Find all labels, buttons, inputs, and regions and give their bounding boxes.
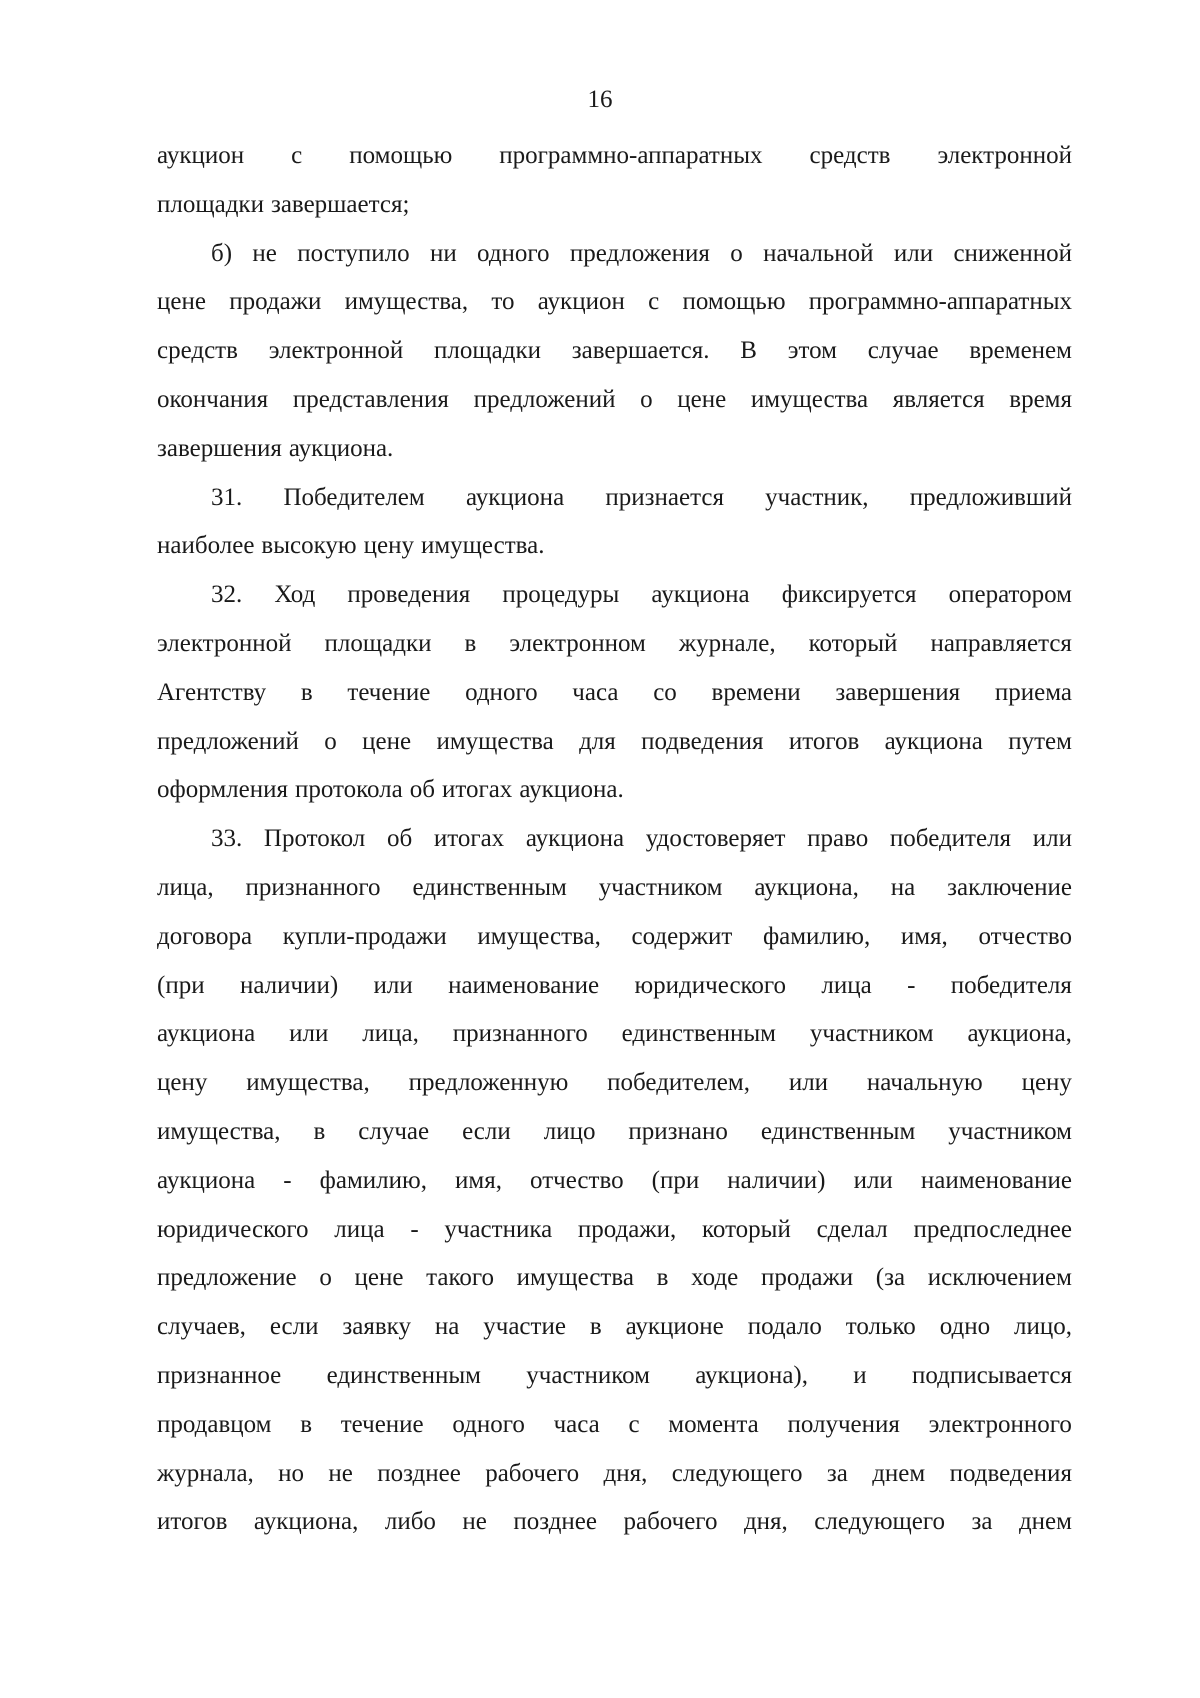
word: единственным	[326, 1361, 481, 1389]
word: участником	[598, 873, 723, 901]
word: имя,	[900, 922, 948, 950]
text-line	[157, 1409, 1072, 1458]
word: предложивший	[909, 483, 1072, 511]
word: подало	[747, 1313, 822, 1341]
word: в	[313, 1117, 326, 1145]
word: б)	[211, 239, 233, 267]
word: программно-аппаратных	[808, 288, 1072, 316]
word: рабочего	[485, 1459, 580, 1487]
word: средств	[809, 142, 891, 169]
word: поступило	[297, 239, 410, 267]
word: в	[300, 678, 313, 706]
word: участника	[444, 1215, 553, 1243]
word: предпоследнее	[913, 1215, 1072, 1243]
word: купли-продажи	[282, 922, 447, 950]
word: ни	[429, 239, 457, 267]
word: итогах	[441, 776, 513, 804]
word: временем	[969, 337, 1072, 365]
word: днем	[872, 1459, 926, 1487]
text-line	[157, 433, 1072, 482]
word: цену	[1021, 1069, 1072, 1097]
word: продажи,	[577, 1215, 677, 1243]
word: отчество	[530, 1166, 624, 1194]
word: площадки	[324, 629, 432, 657]
word: время	[1009, 385, 1072, 413]
word: лица	[334, 1215, 385, 1243]
word: аукциона,	[967, 1020, 1072, 1048]
word: предложенную	[408, 1069, 569, 1097]
word: признанного	[245, 873, 381, 901]
word: окончания	[157, 385, 269, 413]
word: направляется	[930, 629, 1072, 657]
text-line	[157, 286, 1072, 335]
text-line	[157, 921, 1072, 970]
word: аукциона	[157, 1166, 256, 1194]
text-line	[157, 482, 1072, 531]
word: с	[648, 288, 660, 316]
word: не	[328, 1459, 353, 1487]
word: часа	[553, 1410, 600, 1438]
word: имущества.	[420, 532, 545, 560]
word: цене	[354, 1264, 404, 1292]
word: аукциона	[651, 581, 750, 609]
word: об	[409, 776, 435, 804]
word: позднее	[377, 1459, 461, 1487]
word: электронном	[509, 629, 646, 657]
text-line	[157, 189, 1072, 238]
word: средств	[157, 337, 238, 365]
text-line	[157, 677, 1072, 726]
word: сниженной	[953, 239, 1072, 267]
word: одного	[477, 239, 550, 267]
word: лица,	[157, 873, 214, 901]
word: предложения	[569, 239, 710, 267]
word: победителя	[889, 825, 1012, 853]
word: об	[386, 825, 413, 853]
text-line	[157, 1116, 1072, 1165]
text-line	[157, 823, 1072, 872]
word: отчество	[978, 922, 1072, 950]
word: дня,	[743, 1508, 788, 1536]
word: для	[579, 727, 616, 755]
word: имущества	[750, 385, 869, 413]
word: Протокол	[263, 825, 366, 853]
word: фамилию,	[319, 1166, 427, 1194]
text-line	[157, 335, 1072, 384]
word: имущества,	[344, 288, 469, 316]
word: или	[788, 1069, 829, 1097]
word: если	[462, 1117, 511, 1145]
word: аукциона.	[288, 434, 394, 462]
word: юридического	[634, 971, 787, 999]
word: Агентству	[157, 678, 267, 706]
text-line	[157, 530, 1072, 579]
word: этом	[787, 337, 837, 365]
word: путем	[1008, 727, 1072, 755]
word: победителя	[950, 971, 1072, 999]
word: случае	[867, 337, 939, 365]
word: цену	[363, 532, 414, 560]
word: или	[289, 1020, 329, 1048]
word: участником	[526, 1361, 650, 1389]
text-line	[157, 384, 1072, 433]
word: о	[319, 1264, 332, 1292]
word: аукциона,	[754, 873, 859, 901]
word: имущества	[436, 727, 554, 755]
word: наличии)	[239, 971, 339, 999]
body-text	[157, 140, 1072, 1555]
text-line	[157, 1262, 1072, 1311]
word: позднее	[513, 1508, 597, 1536]
word: цене	[677, 385, 727, 413]
word: содержит	[631, 922, 733, 950]
word: высокую	[261, 532, 357, 560]
text-line	[157, 1018, 1072, 1067]
word: участником	[809, 1020, 934, 1048]
word: участие	[483, 1313, 566, 1341]
text-line	[157, 872, 1072, 921]
word: единственным	[760, 1117, 916, 1145]
word: программно-аппаратных	[499, 142, 763, 169]
word: 31.	[211, 483, 243, 511]
word: подписывается	[911, 1361, 1072, 1389]
word: лица,	[362, 1020, 419, 1048]
word: или	[893, 239, 934, 267]
word: электронной	[937, 142, 1072, 169]
word: завершается.	[571, 337, 710, 365]
word: наименование	[448, 971, 600, 999]
word: лицо,	[1014, 1313, 1072, 1341]
word: процедуры	[502, 581, 620, 609]
word: лица	[821, 971, 872, 999]
word: предложений	[473, 385, 616, 413]
word: днем	[1018, 1508, 1072, 1536]
word: имущества,	[477, 922, 601, 950]
text-line	[157, 970, 1072, 1019]
word: момента	[668, 1410, 759, 1438]
word: цену	[157, 1069, 208, 1097]
word: такого	[426, 1264, 494, 1292]
word: признанное	[157, 1361, 282, 1389]
word: завершается;	[270, 190, 410, 218]
word: аукциона	[525, 825, 625, 853]
word: участником	[948, 1117, 1072, 1145]
text-line	[157, 1311, 1072, 1360]
word: или	[373, 971, 413, 999]
word: электронной	[157, 629, 292, 657]
word: фиксируется	[781, 581, 917, 609]
word: с	[628, 1410, 640, 1438]
word: наименование	[920, 1166, 1072, 1194]
word: рабочего	[623, 1508, 718, 1536]
word: признанного	[452, 1020, 588, 1048]
word: или	[853, 1166, 893, 1194]
word: сделал	[816, 1215, 888, 1243]
word: только	[845, 1313, 916, 1341]
word: или	[1032, 825, 1072, 853]
word: следующего	[814, 1508, 945, 1536]
word: оператором	[948, 581, 1072, 609]
word: аукциона	[465, 483, 565, 511]
word: исключением	[927, 1264, 1072, 1292]
word: представления	[292, 385, 449, 413]
word: начальную	[866, 1069, 983, 1097]
word: -	[907, 971, 916, 999]
word: о	[640, 385, 653, 413]
text-line	[157, 1214, 1072, 1263]
word: завершения	[157, 434, 282, 462]
word: В	[740, 337, 757, 365]
word: за	[971, 1508, 993, 1536]
word: одно	[939, 1313, 991, 1341]
text-line	[157, 140, 1072, 189]
word: получения	[787, 1410, 900, 1438]
word: одного	[452, 1410, 525, 1438]
word: итогов	[157, 1508, 228, 1536]
word: течение	[340, 1410, 424, 1438]
word: предложение	[157, 1264, 297, 1292]
word: следующего	[671, 1459, 803, 1487]
word: течение	[347, 678, 431, 706]
text-line	[157, 1458, 1072, 1507]
word: который	[808, 629, 898, 657]
text-line	[157, 1506, 1072, 1555]
word: имущества	[516, 1264, 634, 1292]
word: с	[291, 142, 303, 169]
word: (при	[157, 971, 205, 999]
word: подведения	[949, 1459, 1072, 1487]
word: проведения	[347, 581, 471, 609]
word: удостоверяет	[645, 825, 786, 853]
word: помощью	[349, 142, 453, 169]
word: имя,	[455, 1166, 502, 1194]
word: наиболее	[157, 532, 255, 560]
word: аукциона,	[253, 1508, 359, 1536]
text-line	[157, 238, 1072, 287]
word: единственным	[412, 873, 567, 901]
word: -	[283, 1166, 292, 1194]
word: за	[826, 1459, 848, 1487]
word: участник,	[765, 483, 869, 511]
word: в	[300, 1410, 313, 1438]
word: 32.	[211, 581, 243, 609]
word: о	[324, 727, 337, 755]
word: о	[730, 239, 743, 267]
word: аукцион	[537, 288, 625, 316]
word: право	[807, 825, 869, 853]
word: единственным	[621, 1020, 777, 1048]
word: фамилию,	[762, 922, 871, 950]
word: электронной	[268, 337, 404, 365]
word: журнале,	[678, 629, 776, 657]
word: аукциона),	[695, 1361, 808, 1389]
word: в	[656, 1264, 669, 1292]
word: на	[434, 1313, 460, 1341]
word: победителем,	[607, 1069, 750, 1097]
word: итогов	[788, 727, 860, 755]
word: площадки	[157, 190, 264, 218]
text-line	[157, 1360, 1072, 1409]
word: является	[892, 385, 985, 413]
word: продажи	[760, 1264, 854, 1292]
word: который	[702, 1215, 791, 1243]
word: приема	[994, 678, 1072, 706]
word: подведения	[641, 727, 764, 755]
word: Ход	[274, 581, 316, 609]
word: в	[464, 629, 477, 657]
word: признается	[605, 483, 724, 511]
word: случаев,	[157, 1313, 246, 1341]
word: если	[269, 1313, 319, 1341]
word: не	[462, 1508, 487, 1536]
word: аукцион	[157, 142, 245, 169]
word: завершения	[835, 678, 961, 706]
text-line	[157, 579, 1072, 628]
word: начальной	[763, 239, 874, 267]
word: но	[278, 1459, 305, 1487]
word: заключение	[947, 873, 1072, 901]
word: аукциона	[884, 727, 983, 755]
word: одного	[465, 678, 538, 706]
word: времени	[711, 678, 801, 706]
word: ходе	[691, 1264, 739, 1292]
word: в	[589, 1313, 602, 1341]
word: цене	[362, 727, 412, 755]
word: (при	[651, 1166, 700, 1194]
word: договора	[157, 922, 253, 950]
text-line	[157, 1067, 1072, 1116]
word: аукциона	[157, 1020, 256, 1048]
page-number: 16	[587, 86, 613, 113]
word: помощью	[682, 288, 786, 316]
word: со	[653, 678, 677, 706]
word: признано	[628, 1117, 728, 1145]
word: электронного	[928, 1410, 1072, 1438]
word: на	[890, 873, 916, 901]
word: площадки	[434, 337, 541, 365]
word: продажи	[229, 288, 322, 316]
word: наличии)	[727, 1166, 826, 1194]
word: то	[491, 288, 515, 316]
word: либо	[384, 1508, 436, 1536]
word: случае	[358, 1117, 430, 1145]
word: и	[853, 1361, 867, 1389]
word: 33.	[211, 825, 243, 853]
word: имущества,	[246, 1069, 370, 1097]
word: заявку	[342, 1313, 411, 1341]
word: -	[410, 1215, 419, 1243]
word: продавцом	[157, 1410, 272, 1438]
word: цене	[157, 288, 206, 316]
word: часа	[572, 678, 619, 706]
word: Победителем	[283, 483, 425, 511]
word: имущества,	[157, 1117, 281, 1145]
text-line	[157, 628, 1072, 677]
word: предложений	[157, 727, 299, 755]
word: не	[252, 239, 277, 267]
word: лицо	[543, 1117, 596, 1145]
word: журнала,	[157, 1459, 254, 1487]
text-line	[157, 1165, 1072, 1214]
text-line	[157, 726, 1072, 775]
word: аукционе	[625, 1313, 724, 1341]
word: дня,	[603, 1459, 648, 1487]
word: (за	[875, 1264, 906, 1292]
word: итогах	[433, 825, 505, 853]
text-line	[157, 774, 1072, 823]
word: юридического	[157, 1215, 309, 1243]
word: оформления	[157, 776, 288, 804]
word: протокола	[294, 776, 403, 804]
word: аукциона.	[519, 776, 624, 804]
